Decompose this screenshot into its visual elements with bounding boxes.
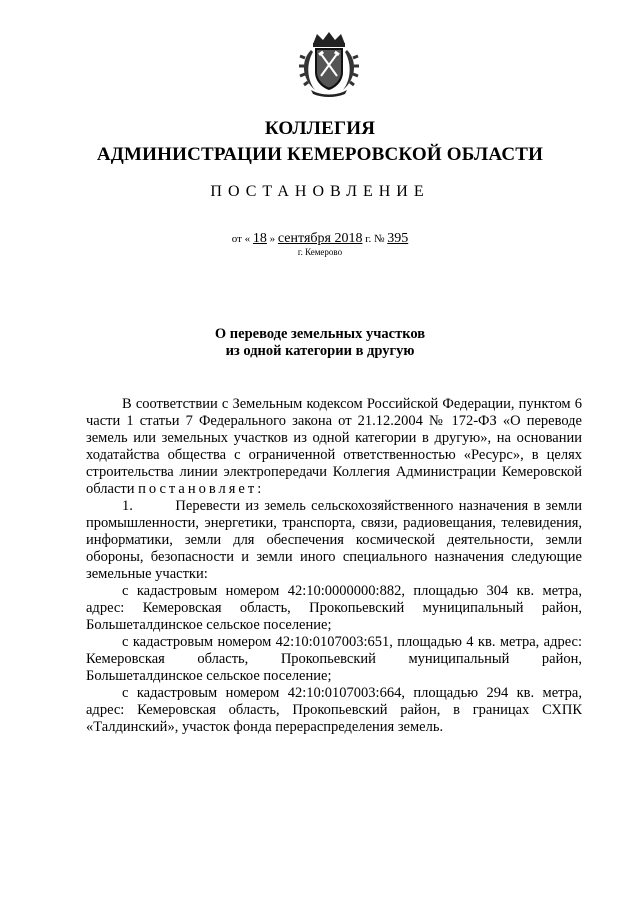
date-number-line — [0, 231, 640, 247]
intro-text: В соответствии с Земельным кодексом Российской Федерации, пунктом 6 части 1 статьи 7 Федерального закона от 21.12.2004 № 172-ФЗ «О переводе земель или земельных участков из одной категории в другую», на основании ходатайства общества с ограниченной ответственностью «Ресурс», в целях строительства линии электропередачи Коллегия Администрации Кемеровской области — [86, 396, 582, 497]
list-item: с кадастровым номером 42:10:0107003:664, площадью 294 кв. метра, адрес: Кемеровская область, Прокопьевский район, в границах СХПК «Талдинский», участок фонда перераспределения земель. — [86, 685, 582, 735]
subject-line2: из одной категории в другую — [225, 343, 415, 359]
city-label: г. Кемерово — [297, 247, 343, 257]
list-item: с кадастровым номером 42:10:0000000:882, площадью 304 кв. метра, адрес: Кемеровская область, Прокопьевский муниципальный район, Большеталдинское сельское поселение; — [86, 583, 582, 633]
document-number: 395 — [387, 231, 409, 246]
date-prefix: от « — [231, 233, 251, 245]
document-type: ПОСТАНОВЛЕНИЕ — [210, 183, 430, 200]
intro-paragraph — [86, 396, 582, 498]
date-day: 18 — [252, 231, 267, 246]
decree-word: постановляет: — [138, 481, 265, 497]
number-prefix: № — [373, 233, 385, 245]
org-title-line2: АДМИНИСТРАЦИИ КЕМЕРОВСКОЙ ОБЛАСТИ — [96, 144, 544, 165]
document-subject — [0, 326, 640, 360]
list-item: с кадастровым номером 42:10:0107003:651, площадью 4 кв. метра, адрес: Кемеровская область, Прокопьевский муниципальный район, Большеталдинское сельское поселение; — [86, 634, 582, 684]
coat-of-arms-emblem — [297, 30, 361, 98]
org-title-line1: КОЛЛЕГИЯ — [264, 118, 376, 139]
document-body — [86, 396, 582, 736]
subject-line1: О переводе земельных участков — [214, 326, 426, 342]
point-1: 1. Перевести из земель сельскохозяйственного назначения в земли промышленности, энергетики, транспорта, связи, радиовещания, телевидения, информатики, земли для обеспечения космической деятельности, земли обороны, безопасности и земли иного специального назначения следующие земельные участки: — [86, 498, 582, 582]
date-year-suffix: г. — [365, 233, 372, 245]
date-month-year: сентября 2018 — [277, 231, 363, 246]
date-mid: » — [269, 233, 276, 245]
